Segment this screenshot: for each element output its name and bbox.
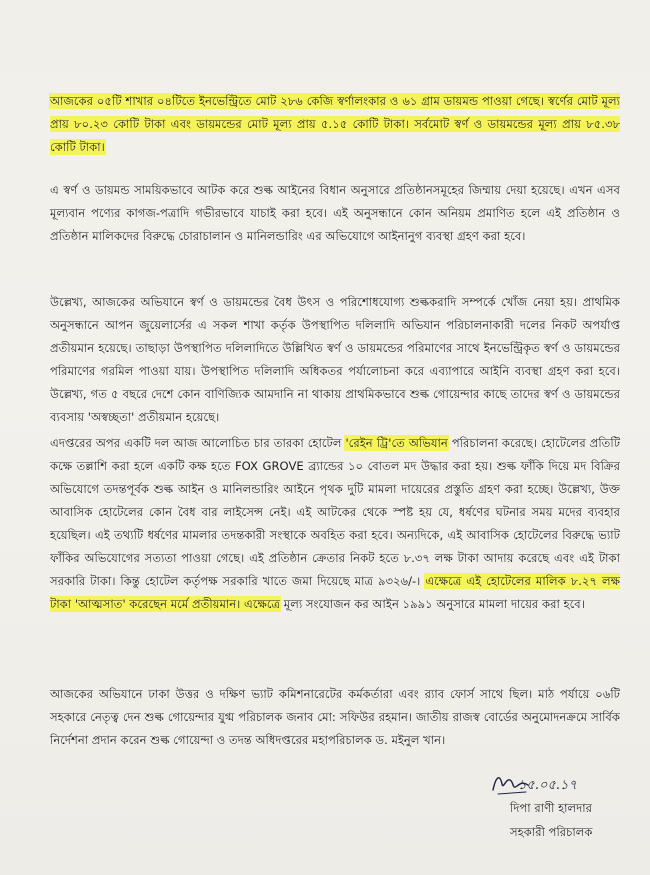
body-text: পরিচালনা করেছে। হোটেলের প্রতিটি কক্ষে তল্লাশি করা হলে একটি কক্ষ হতে FOX GROVE ব্র্যান্ডের ১০ বোতল মদ উদ্ধার করা হয়। শুল্ক ফাঁকি দিয়ে মদ বিক্রির অভিযোগে তদন্তপূর্বক শুল্ক আইন ও মানিলন্ডারিং আইনে পৃথক দুটি মামলা দায়েরের প্রস্তুতি গ্রহণ করা হচ্ছে। উল্লেখ্য, উক্ত আবাসিক হোটেলের কোন বৈধ বার লাইসেন্স নেই। এই আটকের থেকে স্পষ্ট হয় যে, ধর্ষণের ঘটনার সময় মদের ব্যবহার হয়েছিল। এই তথ্যটি ধর্ষণের মামলার তদন্তকারী সংস্থাকে অবহিত করা হবে। অন্যদিকে, এই আবাসিক হোটেলের বিরুদ্ধে ভ্যাট ফাঁকির অভিযোগের সত্যতা পাওয়া গেছে। এই প্রতিষ্ঠান ক্রেতার নিকট হতে ৮.৩৭ লক্ষ টাকা আদায় করেছে এবং এই টাকা সরকারি টাকা। কিন্তু হোটেল কর্তৃপক্ষ সরকারি খাতে জমা দিয়েছে মাত্র ৯৩২৬/-। [50, 436, 621, 588]
highlighted-text: এক্ষেত্রে এই হোটেলের মালিক ৮.২৭ লক্ষ টাকা 'আত্মসাত' করেছেন মর্মে প্রতীয়মান। এক্ষেত্রে [50, 574, 620, 611]
body-text: মূল্য সংযোজন কর আইন ১৯৯১ অনুসারে মামলা দায়ের করা হবে। [280, 597, 585, 611]
paragraph-hotel-raid [50, 432, 620, 616]
body-text: এ স্বর্ণ ও ডায়মন্ড সাময়িকভাবে আটক করে শুল্ক আইনের বিধান অনুসারে প্রতিষ্ঠানসমূহের জিম্মায় দেয়া হয়েছে। এখন এসব মূল্যবান পণ্যের কাগজ-পত্রাদি গভীরভাবে যাচাই করা হবে। এই অনুসন্ধানে কোন অনিয়ম প্রমাণিত হলে এই প্রতিষ্ঠান ও প্রতিষ্ঠান মালিকদের বিরুদ্ধে চোরাচালান ও মানিলন্ডারিং এর অভিযোগে আইনানুগ ব্যবস্থা গ্রহণ করা হবে। [50, 183, 620, 243]
highlighted-text: আজকের ০৫টি শাখার ০৪টিতে ইনভেন্ট্রিতে মোট ২৮৬ কেজি স্বর্ণালংকার ও ৬১ গ্রাম ডায়মন্ড পাওয়া গেছে। স্বর্ণের মোট মূল্য প্রায় ৮০.২৩ কোটি টাকা এবং ডায়মন্ডের মোট মূল্য প্রায় ৫.১৫ কোটি টাকা। সর্বমোট স্বর্ণ ও ডায়মন্ডের মূল্য প্রায় ৮৫.৩৮ কোটি টাকা। [50, 94, 620, 154]
paragraph-inventory-summary [50, 90, 620, 159]
signatory-name: দিপা রাণী হালদার [510, 801, 592, 815]
signatory-title: সহকারী পরিচালক [510, 825, 593, 839]
body-text: এদপ্তরের অপর একটি দল আজ আলোচিত চার তারকা হোটেল [50, 436, 346, 450]
signature-date: ১৫.০৫.১৭ [518, 778, 577, 793]
highlighted-text: 'রেইন ট্রি'তে অভিযান [345, 436, 448, 450]
paragraph-source-verification [50, 291, 620, 429]
paragraph-operation-team [50, 683, 620, 752]
paragraph-seizure-custody [50, 179, 620, 248]
body-text: আজকের অভিযানে ঢাকা উত্তর ও দক্ষিণ ভ্যাট কমিশনারেটের কর্মকর্তারা এবং র‍্যাব ফোর্স সাথে ছিল। মাঠ পর্যায়ে ০৬টি সহকারে নেতৃত্ব দেন শুল্ক গোয়েন্দার যুগ্ম পরিচালক জনাব মো: সফিউর রহমান। জাতীয় রাজস্ব বোর্ডের অনুমোদনক্রমে সার্বিক নির্দেশনা প্রদান করেন শুল্ক গোয়েন্দা ও তদন্ত অধিদপ্তরের মহাপরিচালক ড. মইনুল খান। [50, 687, 620, 747]
body-text: উল্লেখ্য, আজকের অভিযানে স্বর্ণ ও ডায়মন্ডের বৈধ উৎস ও পরিশোধযোগ্য শুল্ককরাদি সম্পর্কে খোঁজ নেয়া হয়। প্রাথমিক অনুসন্ধানে আপন জুয়েলার্সের এ সকল শাখা কর্তৃক উপস্থাপিত দলিলাদি অভিযান পরিচালনাকারী দলের নিকট অপর্যাপ্ত প্রতীয়মান হয়েছে। তাছাড়া উপস্থাপিত দলিলাদিতে উল্লিখিত স্বর্ণ ও ডায়মন্ডের পরিমাণের সাথে ইনভেন্ট্রিকৃত স্বর্ণ ও ডায়মন্ডের পরিমাণের গরমিল পাওয়া যায়। উপস্থাপিত দলিলাদি অধিকতর পর্যালোচনা করে এব্যাপারে আইনি ব্যবস্থা গ্রহণ করা হবে। উল্লেখ্য, গত ৫ বছরে দেশে কোন বাণিজ্যিক আমদানি না থাকায় প্রাথমিকভাবে শুল্ক গোয়েন্দার কাছে তাদের স্বর্ণ ও ডায়মন্ডের ব্যবসায় 'অস্বচ্ছতা' প্রতীয়মান হয়েছে। [50, 295, 620, 424]
signature-block [490, 770, 640, 850]
